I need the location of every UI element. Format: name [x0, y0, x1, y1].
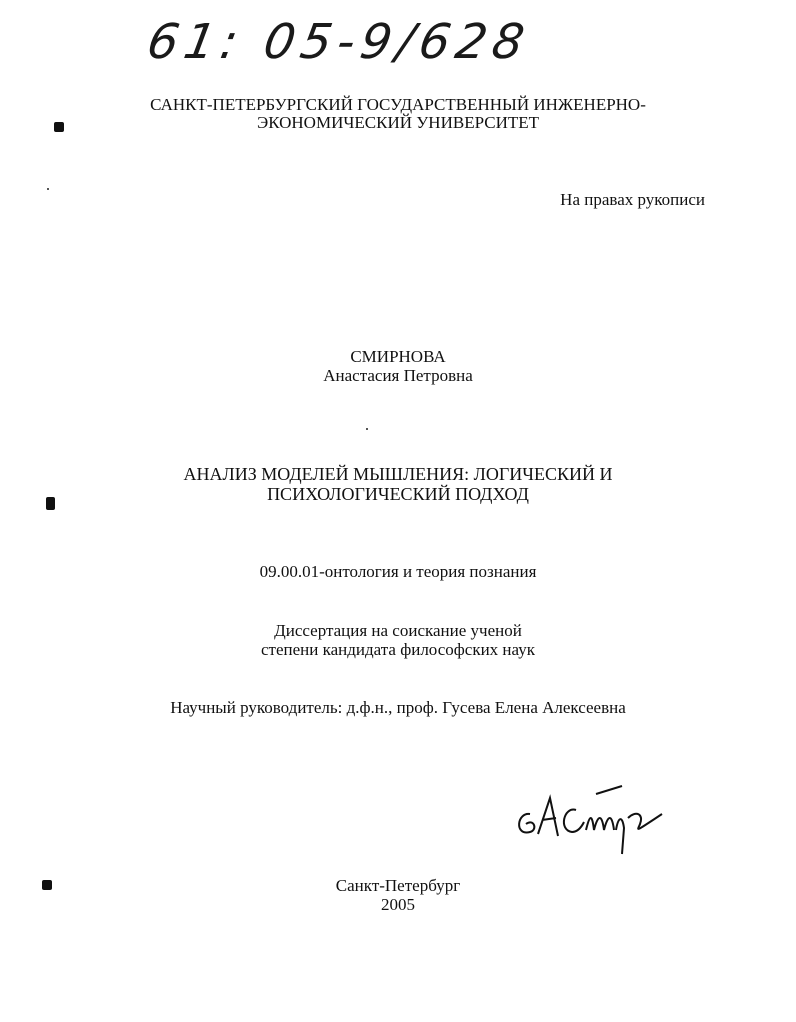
university-name-line-1: САНКТ-ПЕТЕРБУРГСКИЙ ГОСУДАРСТВЕННЫЙ ИНЖЕНЕРНО-: [150, 95, 646, 114]
manuscript-note: На правах рукописи: [560, 190, 705, 209]
degree-line-2: степени кандидата философских наук: [261, 640, 535, 659]
thesis-title-line-1: АНАЛИЗ МОДЕЛЕЙ МЫШЛЕНИЯ: ЛОГИЧЕСКИЙ И: [183, 464, 613, 484]
archive-number-handwritten: 61: 05-9/628: [143, 14, 535, 70]
thesis-title-line-2: ПСИХОЛОГИЧЕСКИЙ ПОДХОД: [267, 484, 529, 504]
university-name-line-2: ЭКОНОМИЧЕСКИЙ УНИВЕРСИТЕТ: [256, 113, 540, 132]
supervisor: Научный руководитель: д.ф.н., проф. Гусева Елена Алексеевна: [170, 698, 626, 717]
signature: [512, 784, 672, 864]
author-surname: СМИРНОВА: [350, 347, 446, 366]
city: Санкт-Петербург: [335, 876, 461, 895]
scan-speck: [47, 188, 49, 190]
author-given-names: Анастасия Петровна: [323, 366, 473, 385]
degree-line-1: Диссертация на соискание ученой: [274, 621, 522, 640]
scan-speck: [366, 428, 368, 430]
specialty: 09.00.01-онтология и теория познания: [259, 562, 537, 581]
year: 2005: [381, 895, 415, 914]
